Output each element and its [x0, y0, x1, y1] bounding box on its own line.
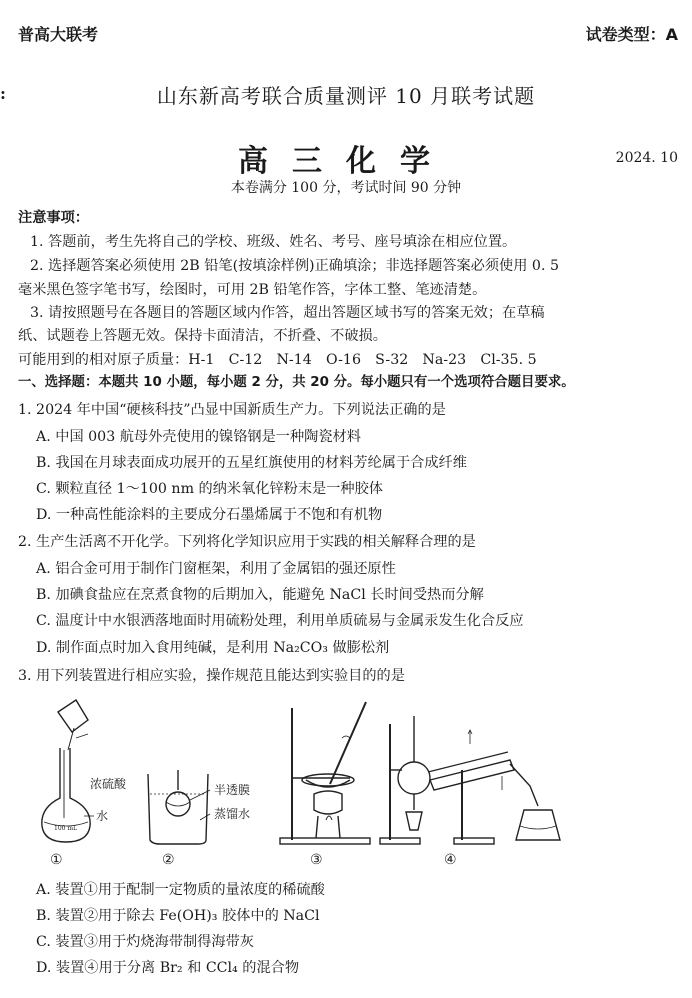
question-stem: 3. 用下列装置进行相应实验，操作规范且能达到实验目的的是	[18, 668, 405, 684]
note-line: 2. 选择题答案必须使用 2B 铅笔(按填涂样例)正确填涂；非选择题答案必须使用 0. 5	[30, 258, 559, 274]
note-line: 3. 请按照题号在各题目的答题区域内作答，超出答题区域书写的答案无效；在草稿	[30, 305, 545, 321]
figure-number-4: ④	[444, 852, 457, 868]
figure-number-3: ③	[310, 852, 323, 868]
question-stem: 2. 生产生活离不开化学。下列将化学知识应用于实践的相关解释合理的是	[18, 534, 476, 550]
option-b: B. 装置②用于除去 Fe(OH)₃ 胶体中的 NaCl	[36, 908, 320, 924]
label-water: 水	[96, 809, 109, 823]
margin-mark: :	[0, 84, 6, 103]
figure-number-1: ①	[50, 852, 63, 868]
atomic-mass-line: 可能用到的相对原子质量：H-1 C-12 N-14 O-16 S-32 Na-23 Cl-35. 5	[18, 352, 537, 368]
exam-info: 本卷满分 100 分，考试时间 90 分钟	[230, 180, 462, 196]
option-d: D. 装置④用于分离 Br₂ 和 CCl₄ 的混合物	[36, 960, 300, 976]
svg-text:100 mL: 100 mL	[54, 825, 78, 832]
option-c: C. 温度计中水银洒落地面时用硫粉处理，利用单质硫易与金属汞发生化合反应	[36, 613, 524, 629]
apparatus-2-dialysis-beaker	[148, 770, 250, 844]
apparatus-3-evaporating-dish	[280, 702, 370, 844]
apparatus-4-distillation	[380, 716, 560, 844]
label-distilled-water: 蒸馏水	[214, 807, 251, 821]
label-acid: 浓硫酸	[90, 777, 127, 791]
option-d: D. 一种高性能涂料的主要成分石墨烯属于不饱和有机物	[36, 507, 383, 523]
figure-number-2: ②	[162, 852, 175, 868]
exam-title: 山东新高考联合质量测评 10 月联考试题	[156, 84, 536, 108]
note-line: 纸、试题卷上答题无效。保持卡面清洁，不折叠、不破损。	[18, 328, 387, 344]
label-membrane: 半透膜	[214, 783, 251, 797]
exam-date: 2024. 10	[615, 150, 678, 166]
option-a: A. 中国 003 航母外壳使用的镍铬钢是一种陶瓷材料	[36, 429, 361, 445]
option-a: A. 铝合金可用于制作门窗框架，利用了金属铝的强还原性	[36, 561, 396, 577]
option-b: B. 我国在月球表面成功展开的五星红旗使用的材料芳纶属于合成纤维	[36, 455, 467, 471]
option-c: C. 颗粒直径 1～100 nm 的纳米氧化锌粉末是一种胶体	[36, 481, 383, 497]
question-stem: 1. 2024 年中国“硬核科技”凸显中国新质生产力。下列说法正确的是	[18, 402, 446, 418]
exam-brand: 普高大联考	[18, 25, 99, 44]
note-line: 毫米黑色签字笔书写，绘图时，可用 2B 铅笔作答，字体工整、笔迹清楚。	[18, 282, 487, 298]
note-line: 1. 答题前，考生先将自己的学校、班级、姓名、考号、座号填涂在相应位置。	[30, 234, 517, 250]
apparatus-1-volumetric-flask	[42, 700, 127, 842]
apparatus-figure	[30, 690, 590, 868]
option-b: B. 加碘食盐应在烹煮食物的后期加入，能避免 NaCl 长时间受热而分解	[36, 587, 484, 603]
option-c: C. 装置③用于灼烧海带制得海带灰	[36, 934, 254, 950]
subject-title: 高三化学	[238, 144, 454, 179]
option-a: A. 装置①用于配制一定物质的量浓度的稀硫酸	[36, 882, 325, 898]
option-d: D. 制作面点时加入食用纯碱，是利用 Na₂CO₃ 做膨松剂	[36, 640, 390, 656]
notes-heading: 注意事项：	[18, 210, 89, 226]
section-heading: 一、选择题：本题共 10 小题，每小题 2 分，共 20 分。每小题只有一个选项符合题目要求。	[18, 375, 575, 390]
paper-type: 试卷类型：A	[585, 25, 678, 44]
